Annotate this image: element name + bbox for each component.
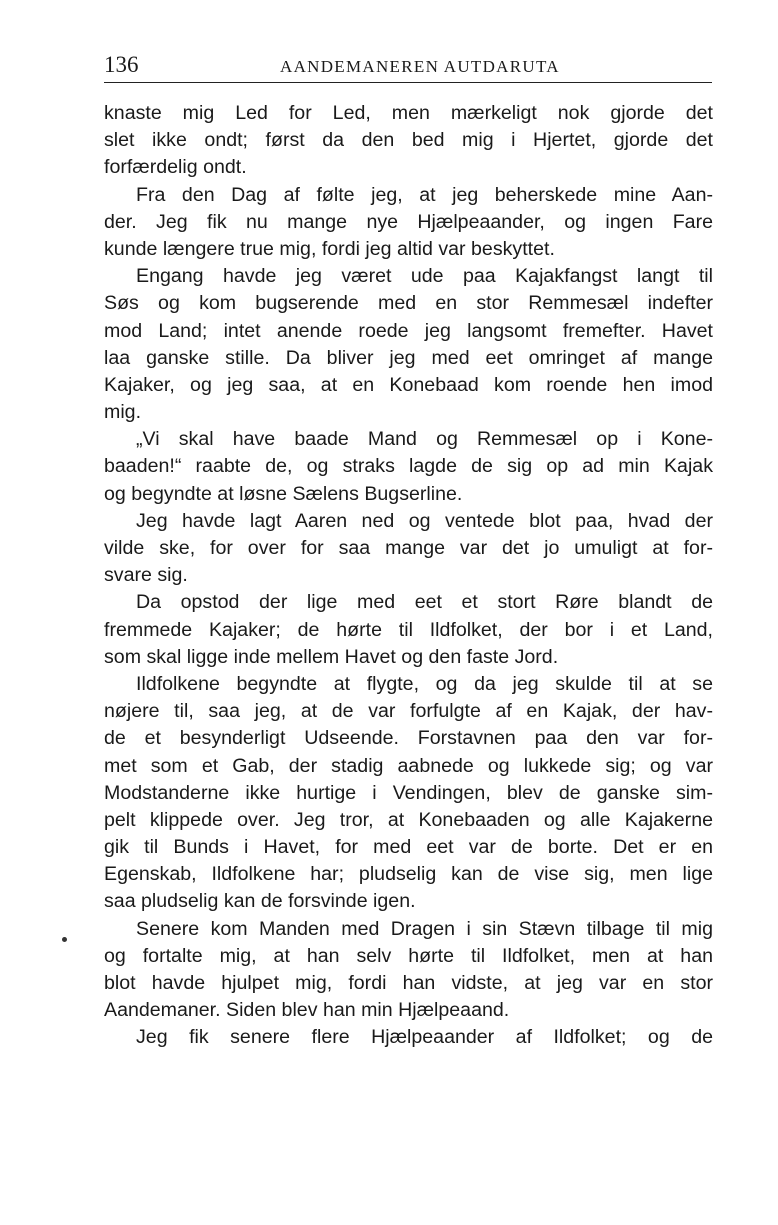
text-line: vilde ske, for over for saa mange var det jo umuligt at for- (104, 537, 713, 559)
text-line: Senere kom Manden med Dragen i sin Stævn tilbage til mig (136, 917, 713, 940)
text-line: Modstanderne ikke hurtige i Vendingen, blev de ganske sim- (104, 781, 713, 804)
text-line: svare sig. (104, 564, 188, 587)
text-line: knaste mig Led for Led, men mærkeligt nok gjorde det (104, 102, 713, 124)
text-line: Jeg fik senere flere Hjælpeaander af Ildfolket; og de (136, 1026, 713, 1049)
text-line: gik til Bunds i Havet, for med eet var de borte. Det er en (104, 836, 713, 859)
text-line: pelt klippede over. Jeg tror, at Konebaaden og alle Kajakerne (104, 808, 713, 831)
text-line: blot havde hjulpet mig, fordi han vidste, at jeg var en stor (104, 972, 713, 994)
text-line: Søs og kom bugserende med en stor Remmesæl indefter (104, 292, 713, 315)
text-line: Jeg havde lagt Aaren ned og ventede blot paa, hvad der (136, 509, 713, 532)
text-line: mod Land; intet anende roede jeg langsomt fremefter. Havet (104, 319, 713, 342)
text-line: fremmede Kajaker; de hørte til Ildfolket, der bor i et Land, (104, 618, 713, 641)
text-line: mig. (104, 401, 142, 424)
page-number: 136 (104, 52, 139, 77)
text-line: forfærdelig ondt. (104, 156, 247, 179)
text-line: nøjere til, saa jeg, at de var forfulgte af en Kajak, der hav- (104, 700, 713, 723)
text-line: slet ikke ondt; først da den bed mig i Hjertet, gjorde det (104, 129, 713, 152)
running-title: AANDEMANEREN AUTDARUTA (280, 57, 560, 76)
text-line: Ildfolkene begyndte at flygte, og da jeg skulde til at se (136, 672, 713, 695)
text-line: saa pludselig kan de forsvinde igen. (104, 890, 416, 913)
text-line: Kajaker, og jeg saa, at en Konebaad kom roende hen imod (104, 373, 713, 396)
text-line: met som et Gab, der stadig aabnede og lukkede sig; og var (104, 754, 713, 777)
text-line: Egenskab, Ildfolkene har; pludselig kan de vise sig, men lige (104, 863, 713, 886)
text-line: kunde længere true mig, fordi jeg altid var beskyttet. (104, 237, 555, 260)
body-text (104, 100, 713, 1052)
text-line: Aandemaner. Siden blev han min Hjælpeaand. (104, 999, 510, 1022)
text-line: Engang havde jeg været ude paa Kajakfangst langt til (136, 265, 713, 288)
text-line: baaden!“ raabte de, og straks lagde de sig op ad min Kajak (104, 455, 713, 478)
page-header (104, 52, 712, 83)
text-line: som skal ligge inde mellem Havet og den faste Jord. (104, 645, 559, 668)
text-line: og fortalte mig, at han selv hørte til Ildfolket, men at han (104, 944, 713, 967)
text-line: og begyndte at løsne Sælens Bugserline. (104, 482, 463, 505)
text-line: laa ganske stille. Da bliver jeg med eet omringet af mange (104, 346, 713, 369)
text-line: Fra den Dag af følte jeg, at jeg beherskede mine Aan- (136, 183, 713, 206)
text-line: der. Jeg fik nu mange nye Hjælpeaander, og ingen Fare (104, 210, 713, 233)
text-line: Da opstod der lige med eet et stort Røre blandt de (136, 591, 713, 614)
text-line: „Vi skal have baade Mand og Remmesæl op i Kone- (136, 428, 713, 451)
text-line: de et besynderligt Udseende. Forstavnen paa den var for- (104, 727, 713, 750)
margin-mark (62, 937, 67, 942)
